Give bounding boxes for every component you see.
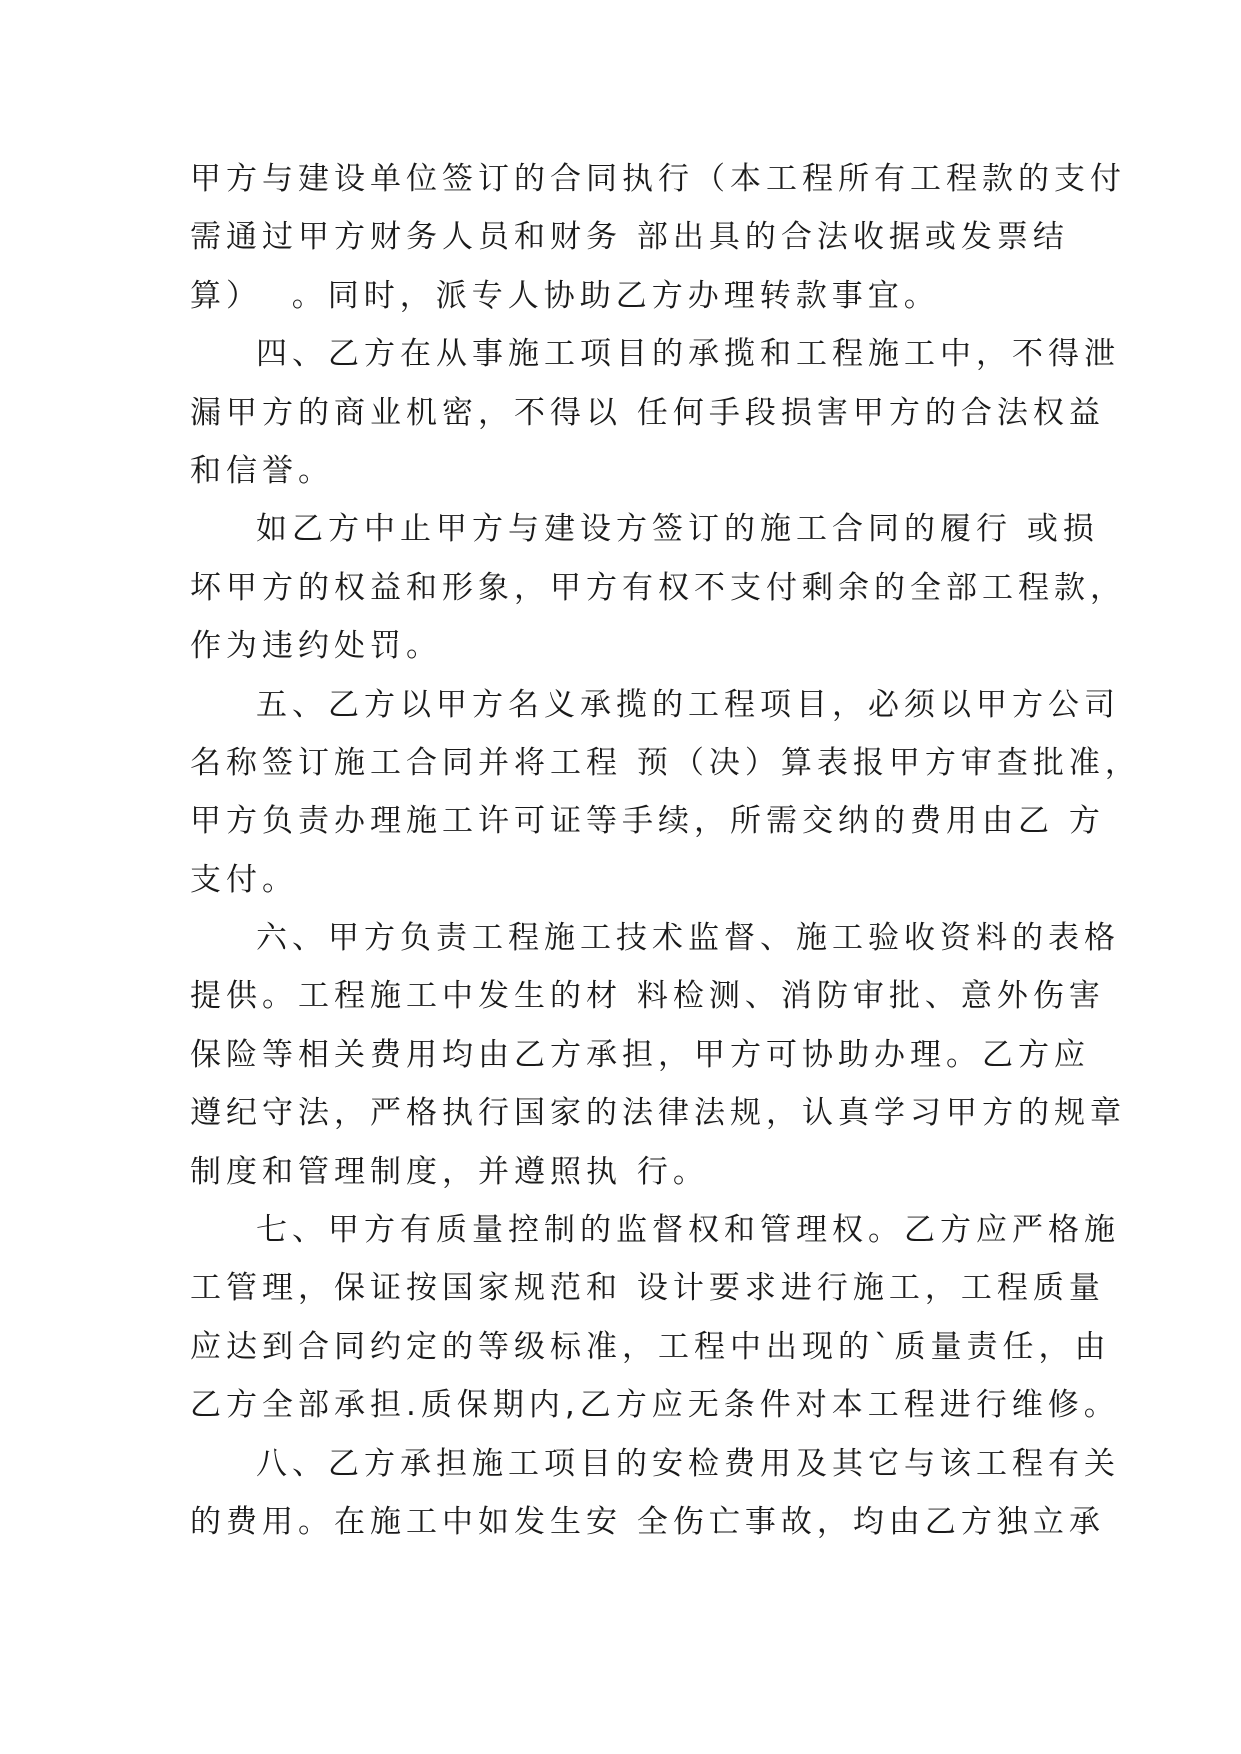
clause-4-penalty-start: 如乙方中止甲方与建设方签订的施工合同的履行 或损: [256, 511, 1099, 548]
text-line: 工管理，保证按国家规范和 设计要求进行施工，工程质量: [190, 1270, 1105, 1307]
text-line: 保险等相关费用均由乙方承担，甲方可协助办理。乙方应: [190, 1036, 1090, 1073]
text-line: 遵纪守法，严格执行国家的法律法规，认真学习甲方的规章: [190, 1095, 1126, 1132]
text-line: 乙方全部承担.质保期内,乙方应无条件对本工程进行维修。: [190, 1387, 1120, 1424]
clause-7-start: 七、甲方有质量控制的监督权和管理权。乙方应严格施: [256, 1212, 1120, 1249]
text-line: 坏甲方的权益和形象，甲方有权不支付剩余的全部工程款，: [190, 569, 1126, 606]
text-line: 甲方与建设单位签订的合同执行（本工程所有工程款的支付: [190, 161, 1126, 197]
contract-body-text: [190, 150, 1141, 1551]
clause-4-start: 四、乙方在从事施工项目的承揽和工程施工中，不得泄: [256, 336, 1120, 373]
clause-5-start: 五、乙方以甲方名义承揽的工程项目，必须以甲方公司: [256, 686, 1120, 723]
text-line: 和信誉。: [190, 452, 334, 489]
text-line: 制度和管理制度，并遵照执 行。: [190, 1153, 709, 1190]
text-line: 名称签订施工合同并将工程 预（决）算表报甲方审查批准，: [190, 744, 1141, 781]
text-line: 提供。工程施工中发生的材 料检测、消防审批、意外伤害: [190, 978, 1105, 1015]
text-line: 漏甲方的商业机密，不得以 任何手段损害甲方的合法权益: [190, 394, 1105, 431]
text-line: 的费用。在施工中如发生安 全伤亡事故，均由乙方独立承: [190, 1503, 1105, 1540]
text-line: 算） 。同时，派专人协助乙方办理转款事宜。: [190, 277, 940, 314]
text-line: 支付。: [190, 861, 298, 898]
clause-8-start: 八、乙方承担施工项目的安检费用及其它与该工程有关: [256, 1445, 1120, 1482]
text-line: 作为违约处罚。: [190, 628, 442, 665]
text-line: 应达到合同约定的等级标准，工程中出现的`质量责任，由: [190, 1328, 1111, 1365]
text-line: 甲方负责办理施工许可证等手续，所需交纳的费用由乙 方: [190, 803, 1105, 840]
text-line: 需通过甲方财务人员和财务 部出具的合法收据或发票结: [190, 219, 1069, 256]
clause-6-start: 六、甲方负责工程施工技术监督、施工验收资料的表格: [256, 920, 1120, 957]
